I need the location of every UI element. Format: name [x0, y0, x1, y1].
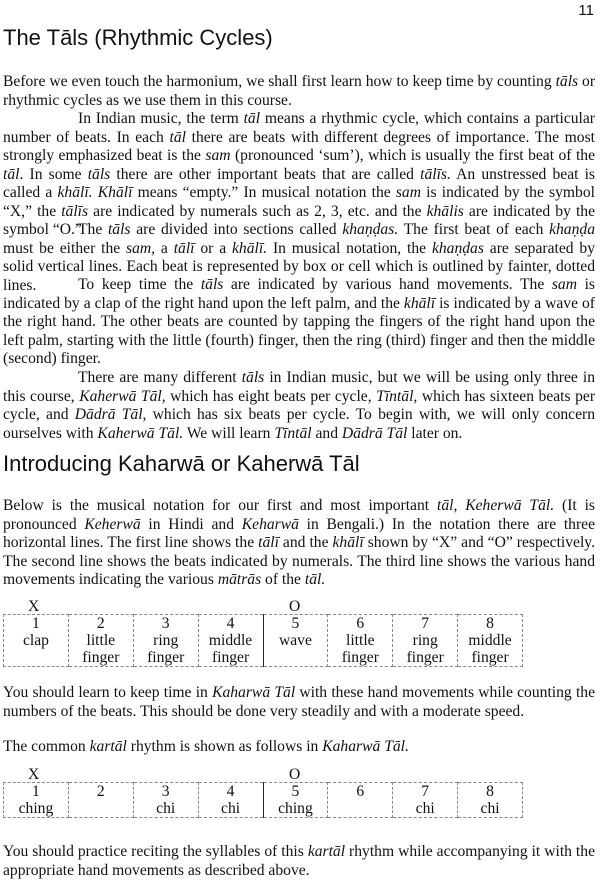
italic-term: tāl	[243, 110, 261, 127]
italic-term: khaṇḍa	[549, 221, 595, 238]
italic-term: Keherwā	[84, 515, 141, 533]
italic-term: sam	[551, 276, 577, 293]
italic-term: tāls	[107, 221, 131, 238]
hand-movement: ring	[153, 632, 179, 649]
beat-cell	[198, 615, 263, 667]
italic-term: khaṇḍas.	[342, 221, 399, 238]
text-run: which has sixteen beats per cycle, and	[3, 387, 596, 423]
text-run: with these hand movements while counting the numbers of the beats. This should be done very steadily and with a moderate speed.	[3, 684, 595, 720]
text-run: rhythm is shown as follows in	[126, 738, 323, 755]
italic-term: Tīntāl	[274, 424, 312, 442]
italic-term: tālī	[173, 239, 195, 257]
italic-term: mātrās	[217, 571, 262, 588]
text-run: in Bengali.) In the notation there are three horizontal lines. The first line shows the	[3, 515, 596, 551]
text-run: there are beats with different degrees of importance. The most strongly emphasized beat is the	[3, 128, 595, 164]
italic-term: tāls	[555, 73, 579, 90]
italic-term: Dādrā Tāl	[341, 424, 408, 442]
hand-movement: middle	[208, 632, 253, 649]
beat-cell	[393, 783, 458, 818]
page-number: 11	[578, 2, 594, 19]
beat-cell	[393, 615, 458, 667]
paragraph	[3, 843, 595, 880]
italic-term: tāl	[3, 165, 20, 183]
beat-number: 3	[161, 783, 170, 800]
paragraph	[3, 73, 595, 110]
text-run: later on.	[407, 424, 463, 442]
beat-number: 5	[291, 783, 300, 800]
syllable: ching	[18, 800, 54, 817]
text-run: You should practice reciting the syllables of this	[3, 843, 308, 860]
text-run: are indicated by the symbol “O.”	[3, 202, 595, 238]
beat-number: 4	[226, 615, 235, 632]
beat-number: 8	[486, 783, 494, 800]
text-run: in Hindi and	[140, 515, 242, 533]
italic-term: tāl.	[304, 571, 326, 588]
text-run: are separated by solid vertical lines. Each beat is represented by box or cell which is outlined by fainter, dotted lines.	[3, 239, 596, 294]
text-run: The common	[3, 738, 90, 755]
hand-movement: little	[86, 632, 116, 649]
section-heading: The Tāls (Rhythmic Cycles)	[3, 25, 273, 50]
text-run: shown by “X” and “O” respectively. The second line shows the beats indicated by numerals. The third line shows the various hand movements indicating the various	[3, 534, 595, 588]
beat-number: 5	[291, 615, 300, 632]
syllable: chi	[480, 800, 500, 817]
hand-movement: finger	[211, 649, 250, 666]
beat-number: 6	[356, 783, 365, 800]
italic-term: tālīs	[61, 202, 89, 220]
italic-term: khālis	[426, 202, 464, 220]
beat-number: 2	[96, 783, 105, 800]
italic-term: tālīs.	[420, 165, 451, 183]
syllable: chi	[156, 800, 176, 817]
text-run: is indicated by a wave of the right hand. The other beats are counted by tapping the fingers of the right hand upon the left palm, starting with the little (fourth) finger, then the ring (third) finger and then the middle (second) finger.	[3, 294, 595, 367]
text-run: are indicated by numerals such as 2, 3, etc. and the	[88, 202, 427, 220]
italic-term: Kaherwā Tāl.	[97, 424, 184, 442]
beat-cell	[458, 615, 523, 667]
kartal-rhythm-table	[3, 768, 523, 818]
italic-term: khālī	[403, 294, 436, 312]
text-run: and the	[278, 534, 333, 551]
beat-cell	[4, 783, 69, 818]
italic-term: sam	[395, 184, 421, 201]
italic-term: tāls	[87, 165, 111, 183]
italic-term: Keharwā	[241, 515, 299, 533]
beat-cell	[4, 615, 69, 667]
text-run: is indicated by a clap of the right hand upon the left palm, and the	[3, 276, 595, 312]
text-run: are divided into sections called	[130, 221, 343, 238]
beat-number: 6	[356, 615, 365, 632]
text-run: . In some	[19, 165, 88, 183]
sam-mark: X	[28, 766, 40, 783]
italic-term: Kaharwā Tāl.	[322, 738, 409, 755]
italic-term: khālī. Khālī	[57, 184, 133, 201]
italic-term: kartāl	[89, 738, 127, 755]
paragraph	[3, 738, 595, 757]
beat-number: 1	[32, 615, 40, 632]
text-run: (pronounced ‘sum’), which is usually the first beat of the	[230, 147, 595, 164]
hand-movement: finger	[341, 649, 379, 666]
khali-mark: O	[289, 598, 301, 615]
italic-term: khālī	[332, 534, 364, 551]
hand-movement: ring	[412, 632, 438, 649]
syllable	[328, 800, 392, 817]
text-run: We will learn	[183, 424, 275, 442]
text-run: and	[311, 424, 342, 442]
hand-movement: finger	[147, 649, 185, 666]
text-run: rhythm while accompanying it with the appropriate hand movements as described above.	[3, 843, 595, 879]
text-run: of the	[261, 571, 305, 588]
text-run: In Indian music, the term	[78, 110, 244, 127]
syllable: chi	[415, 800, 435, 817]
italic-term: Dādrā Tāl,	[74, 406, 147, 423]
paragraph	[3, 369, 595, 443]
italic-term: tāl, Keherwā Tāl.	[437, 497, 555, 514]
beat-cell	[328, 783, 393, 818]
beat-cell	[68, 615, 133, 667]
italic-term: tāls	[241, 369, 265, 386]
text-run: must be either the	[3, 239, 127, 257]
text-run: means a rhythmic cycle, which contains a particular number of beats. In each	[3, 110, 595, 146]
beat-cell	[458, 783, 523, 818]
text-run: Below is the musical notation for our first and most important	[3, 497, 437, 514]
text-run: or rhythmic cycles as we use them in this course.	[3, 73, 596, 109]
italic-term: tālī	[258, 534, 279, 551]
hand-movement: wave	[278, 632, 312, 649]
text-run: You should learn to keep time in	[3, 684, 213, 701]
beat-cell	[328, 615, 393, 667]
text-run: there are other important beats that are called	[110, 165, 421, 183]
section-heading: Introducing Kaharwā or Kaherwā Tāl	[3, 451, 360, 476]
beat-cell	[263, 615, 328, 667]
text-run: is indicated by the symbol “X,” the	[3, 184, 595, 220]
text-run: or a	[194, 239, 232, 257]
italic-term: sam,	[126, 239, 156, 257]
text-run: To keep time the	[78, 276, 201, 293]
paragraph	[3, 684, 595, 721]
paragraph	[3, 276, 595, 369]
text-run: means “empty.” In musical notation the	[132, 184, 396, 201]
text-run: There are many different	[78, 369, 242, 386]
italic-term: Tīntāl,	[376, 387, 418, 405]
italic-term: Kaharwā Tāl	[212, 684, 296, 701]
beat-cell	[133, 615, 198, 667]
hand-movement: clap	[22, 632, 49, 649]
paragraph	[3, 497, 595, 590]
text-run: Before we even touch the harmonium, we shall first learn how to keep time by counting	[3, 73, 556, 90]
syllable: ching	[278, 800, 313, 817]
text-run: which has six beats per cycle. To begin with, we will only concern ourselves with	[3, 406, 595, 442]
text-run: An unstressed beat is called a	[3, 165, 595, 201]
hand-movement: little	[346, 632, 375, 649]
text-run: are indicated by various hand movements. The	[223, 276, 552, 293]
beat-number: 3	[161, 615, 170, 632]
text-run: The	[78, 221, 108, 238]
beat-cell	[133, 783, 198, 818]
beat-cell	[198, 783, 263, 818]
italic-term: sam	[205, 147, 231, 164]
italic-term: Kaherwā Tāl,	[79, 387, 166, 405]
beat-number: 7	[421, 615, 430, 632]
khali-mark: O	[289, 766, 301, 783]
hand-movement: finger	[82, 649, 120, 666]
hand-movement: finger	[406, 649, 444, 666]
italic-term: khaṇḍas	[431, 239, 484, 257]
beat-cell	[68, 783, 133, 818]
beat-number: 1	[32, 783, 40, 800]
hand-movement: middle	[468, 632, 512, 649]
hand-movement: finger	[471, 649, 509, 666]
italic-term: khālī.	[232, 239, 268, 257]
beat-cell	[263, 783, 328, 818]
beat-number: 7	[421, 783, 430, 800]
italic-term: kartāl	[307, 843, 346, 860]
beat-number: 4	[226, 783, 235, 800]
text-run: a	[155, 239, 174, 257]
text-run: In musical notation, the	[267, 239, 432, 257]
text-run: (It is pronounced	[3, 497, 595, 533]
italic-term: tāls	[200, 276, 224, 293]
text-run: in Indian music, but we will be using only three in this course,	[3, 369, 596, 405]
text-run: The first beat of each	[398, 221, 550, 238]
sam-mark: X	[28, 598, 40, 615]
italic-term: tāl	[169, 128, 186, 146]
kaherwa-hand-table	[3, 600, 523, 667]
syllable: chi	[221, 800, 241, 817]
syllable	[69, 800, 133, 817]
beat-number: 8	[486, 615, 494, 632]
beat-number: 2	[96, 615, 105, 632]
text-run: which has eight beats per cycle,	[165, 387, 377, 405]
